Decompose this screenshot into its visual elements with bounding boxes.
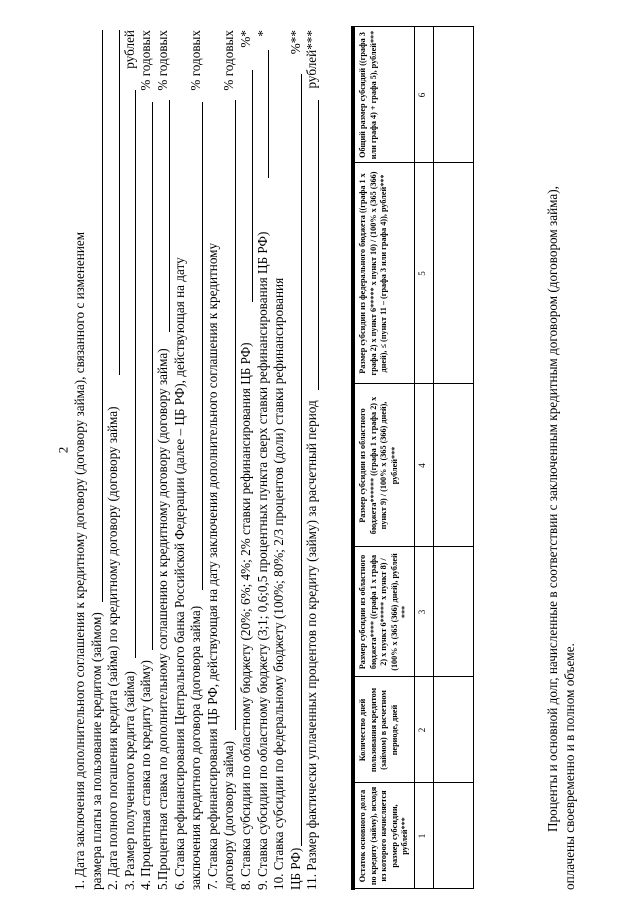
subsidy-table-wrap [351,28,474,890]
col-header-3: Размер субсидии из областного бюджета**** ((графа 1 х графа 2) х пункт 6***** х пункт 8) / (100% х (365 (366) дней), рублей *** [354,547,414,677]
table-number-row [414,27,433,889]
line-11: 11. Размер фактически уплаченных процентов по кредиту (займу) за расчетный период рублей*** [304,30,320,890]
page-number: 2 [55,446,71,454]
blank-line[interactable] [301,74,302,846]
col-number-1: 1 [414,783,433,889]
closing-line-2: оплачены своевременно и в полном объеме. [562,643,577,890]
blank-line[interactable] [102,30,103,602]
line-8: 8. Ставка субсидии по областному бюджету (20%; 6%; 4%; 2% ставки рефинансирования ЦБ РФ) %* [237,30,253,890]
col-number-3: 3 [414,547,433,677]
line-9: 9. Ставка субсидии по областному бюджету (3;1; 0,6;0,5 процентных пункта сверх ставки рефинансирования ЦБ РФ) * [254,30,270,890]
table-cell[interactable] [433,677,473,783]
blank-line[interactable] [169,100,170,332]
blank-line[interactable] [252,70,253,302]
table-cell[interactable] [433,384,473,547]
line-10b: ЦБ РФ) %** [287,30,303,890]
blank-line[interactable] [119,30,120,375]
col-number-2: 2 [414,677,433,783]
line-4: 4. Процентная ставка по кредиту (займу) % годовых [138,30,154,890]
blank-line[interactable] [235,100,236,730]
col-header-6: Общий размер субсидий ((графа 3 или графа 4) + графа 5), рублей*** [354,27,414,163]
line-1a: 1. Дата заключения дополнительного соглашения к кредитному договору (договору займа), связанного с изменением [72,231,87,890]
table-cell[interactable] [433,783,473,889]
blank-line[interactable] [135,90,136,658]
closing-line-1: Проценты и основной долг, начисленные в соответствии с заключенным кредитным договором (договором займа), [545,186,560,832]
line-3: 3. Размер полученного кредита (займа) рублей [121,30,137,890]
col-header-1: Остаток основного долга по кредиту (займу), исходя из которого начисляется размер субсидии, рублей*** [354,783,414,889]
line-10a: 10. Ставка субсидии по федеральному бюджету (100%; 80%; 2/3 процентов (доли) ставки рефинансирования [271,277,287,890]
subsidy-table [351,26,474,890]
line-1b: размера платы за пользование кредитом (займом) [89,30,106,890]
col-header-2: Количество дней пользования кредитом (займом) в расчетном периоде, дней [354,677,414,783]
form-lines [72,30,321,890]
blank-line[interactable] [202,102,203,590]
col-number-6: 6 [414,27,433,163]
table-cell[interactable] [433,547,473,677]
table-cell[interactable] [433,163,473,384]
col-header-5: Размер субсидии из федерального бюджета ((графа 1 х графа 2) х пункт 6***** х пункт 10) / (100% х (365 (366) дней), ≤ (пункт 11 – (графа 3 или графа 4)), рублей*** [354,163,414,384]
closing-statement [544,30,578,890]
blank-line[interactable] [318,100,319,390]
line-2: 2. Дата полного погашения кредита (займа) по кредитному договору (договору займа) [105,30,122,890]
blank-line[interactable] [152,102,153,650]
col-number-5: 5 [414,163,433,384]
line-6a: 6. Ставка рефинансирования Центрального банка Российской Федерации (далее – ЦБ РФ), действующая на дату [171,257,187,890]
line-5: 5.Процентная ставка по дополнительному соглашению к кредитному договору (договору займа) % годовых [154,30,170,890]
table-data-row [433,27,473,889]
col-header-4: Размер субсидии из областного бюджета****** ((графа 1 х графа 2) х пункт 9) / (100% х (365 (366) дней), рублей*** [354,384,414,547]
col-number-4: 4 [414,384,433,547]
blank-line[interactable] [268,50,269,178]
line-6b: заключения кредитного договора (договора займа) % годовых [188,30,204,890]
table-cell[interactable] [433,27,473,163]
table-header-row [354,27,414,889]
line-7b: договору (договору займа) % годовых [221,30,237,890]
rotated-sheet [48,30,608,890]
line-7a: 7. Ставка рефинансирования ЦБ РФ, действующая на дату заключения дополнительного соглашения к кредитному [204,242,220,890]
